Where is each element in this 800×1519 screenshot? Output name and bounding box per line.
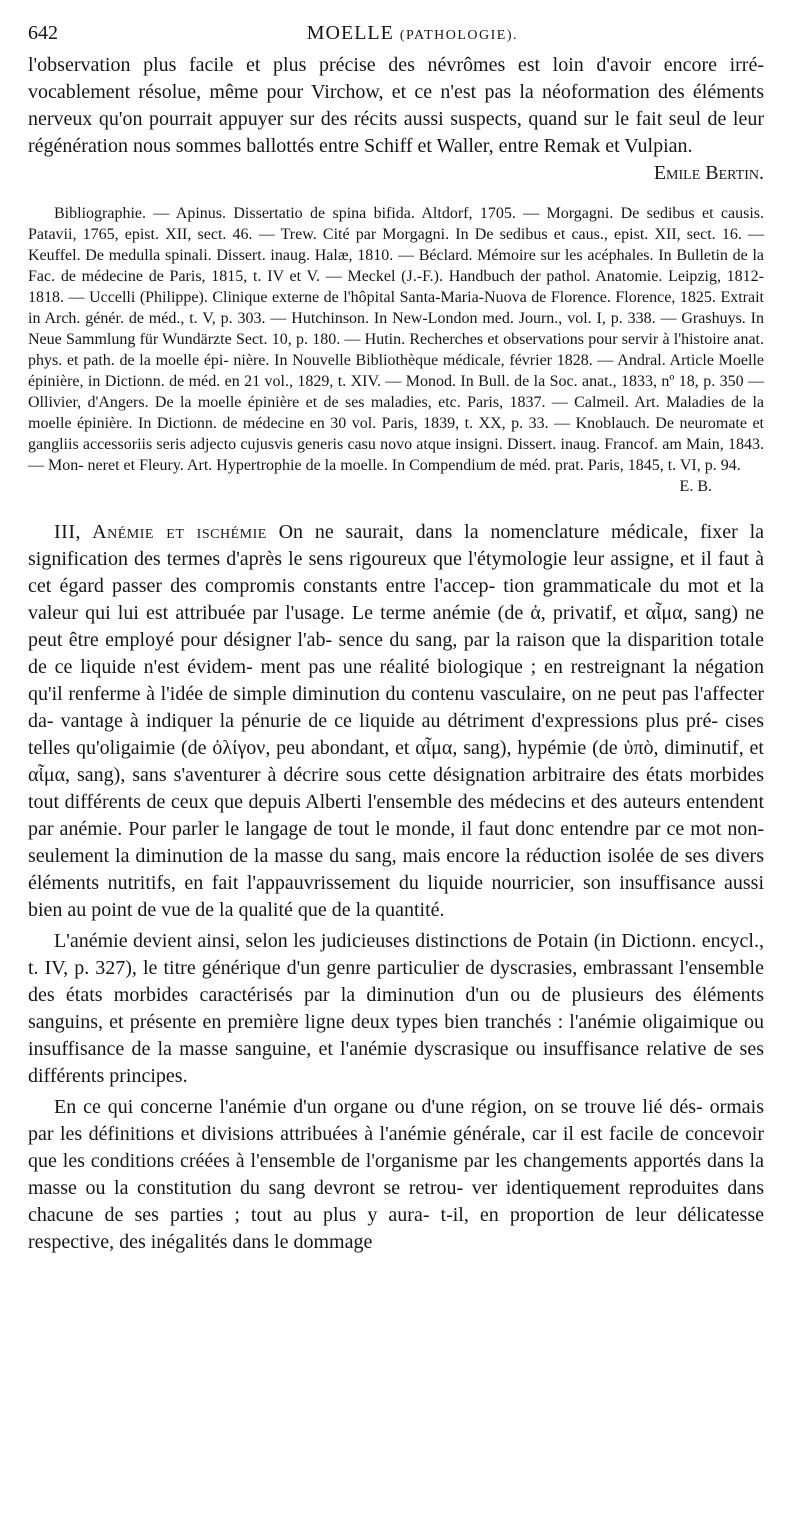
author-signature: Emile Bertin. [653, 162, 764, 184]
page-number: 642 [28, 22, 58, 44]
intro-continuation [28, 52, 764, 187]
section-paragraph-2: L'anémie devient ainsi, selon les judicieuses distinctions de Potain (in Dictionn. encycl., t. IV, p. 327), le titre générique d'un genre particulier de dyscrasies, embrassant l'ensemble des états morbides caractérisés par la diminution d'un ou de plusieurs des éléments sanguins, et présente en première ligne deux types bien tranchés : l'anémie oligaimique ou insuffisance de la masse sanguine, et l'anémie dyscrasique ou insuffisance relative de ses différents principes. [28, 930, 764, 1087]
bibliography-text: Bibliographie. — Apinus. Dissertatio de spina bifida. Altdorf, 1705. — Morgagni. De sedibus et causis. Patavii, 1765, epist. XII, sect. 46. — Trew. Cité par Morgagni. In De sedibus et caus., epist. XII, sect. 16. — Keuffel. De medulla spinali. Dissert. inaug. Halæ, 1810. — Béclard. Mémoire sur les acéphales. In Bulletin de la Fac. de médecine de Paris, 1815, t. IV et V. — Meckel (J.-F.). Handbuch der pathol. Anatomie. Leipzig, 1812-1818. — Uccelli (Philippe). Clinique externe de l'hôpital Santa-Maria-Nuova de Florence. Florence, 1825. Extrait in Arch. génér. de méd., t. V, p. 303. — Hutchinson. In New-London med. Journ., vol. I, p. 338. — Grashuys. In Neue Sammlung für Wundärzte Sect. 10, p. 180. — Hutin. Recherches et observations pour servir à l'histoire anat. phys. et path. de la moelle épi- nière. In Nouvelle Bibliothèque médicale, février 1828. — Andral. Article Moelle épinière, in Dictionn. de méd. en 21 vol., 1829, t. XIV. — Monod. In Bull. de la Soc. anat., 1833, nº 18, p. 350 — Ollivier, d'Angers. De la moelle épinière et de ses maladies, etc. Paris, 1837. — Calmeil. Art. Maladies de la moelle épinière. In Dictionn. de médecine en 30 vol. Paris, 1839, t. XX, p. 33. — Knoblauch. De neuromate et gangliis accessoriis seris adjecto cujusvis generis casu novo atque insigni. Dissert. inaug. Francof. am Main, 1843. — Mon- neret et Fleury. Art. Hypertrophie de la moelle. In Compendium de méd. prat. Paris, 1845, t. VI, p. 94. [28, 205, 764, 474]
bibliography-initials: E. B. [679, 478, 712, 495]
bibliography [28, 203, 764, 497]
running-title-sub: (PATHOLOGIE). [399, 28, 518, 43]
section-heading: III, Anémie et ischémie [54, 521, 267, 543]
page-header [28, 22, 764, 52]
section-anemie [28, 519, 764, 1256]
section-paragraph-3: En ce qui concerne l'anémie d'un organe ou d'une région, on se trouve lié dés- ormais par les définitions et divisions attribuées à l'anémie générale, car il est facile de concevoir que les conditions créées à l'ensemble de l'organisme par les changements apportés dans la masse ou la constitution du sang devront se retrou- ver identiquement reproduites dans chacune de ses parties ; tout au plus y aura- t-il, en proportion de leur délicatesse respective, des inégalités dans le dommage [28, 1096, 764, 1253]
section-paragraph-1-text: On ne saurait, dans la nomenclature médicale, fixer la signification des termes d'après le sens rigoureux que l'étymologie leur assigne, et il faut à cet égard passer des compromis constants entre l'accep- tion grammaticale du mot et la valeur qui lui est attribuée par l'usage. Le terme anémie (de ἀ, privatif, et αἷμα, sang) ne peut être employé pour désigner l'ab- sence du sang, par la raison que la disparition totale de ce liquide n'est évidem- ment pas une réalité biologique ; en restreignant la négation qu'il renferme à l'idée de simple diminution du contenu vasculaire, on ne peut pas l'affecter da- vantage à indiquer la pénurie de ce liquide au détriment d'expressions plus pré- cises telles qu'oligaimie (de ὀλίγον, peu abondant, et αἷμα, sang), hypémie (de ὑπὸ, diminutif, et αἷμα, sang), sans s'aventurer à décrire sous cette désignation arbitraire des états morbides tout différents de ceux que depuis Alberti l'ensemble des médecins et des auteurs entendent par anémie. Pour parler le langage de tout le monde, il faut donc entendre par ce mot non-seulement la diminution de la masse du sang, mais encore la réduction isolée de ses divers éléments nutritifs, en fait l'appauvrissement du liquide nourricier, son insuffisance aussi bien au point de vue de la qualité que de la quantité. [28, 521, 765, 921]
running-title-main: MOELLE [306, 22, 394, 44]
book-page [28, 22, 764, 1256]
running-title [307, 22, 518, 45]
section-paragraph-1 [28, 519, 764, 924]
intro-paragraph: l'observation plus facile et plus précise des névrômes est loin d'avoir encore irré- vocablement résolue, même pour Virchow, et ce n'est pas la néoformation des éléments nerveux qu'on pourrait appuyer sur des récits aussi suspects, quand sur le fait seul de leur régénération nous sommes ballottés entre Schiff et Waller, entre Remak et Vulpian. [28, 54, 764, 157]
